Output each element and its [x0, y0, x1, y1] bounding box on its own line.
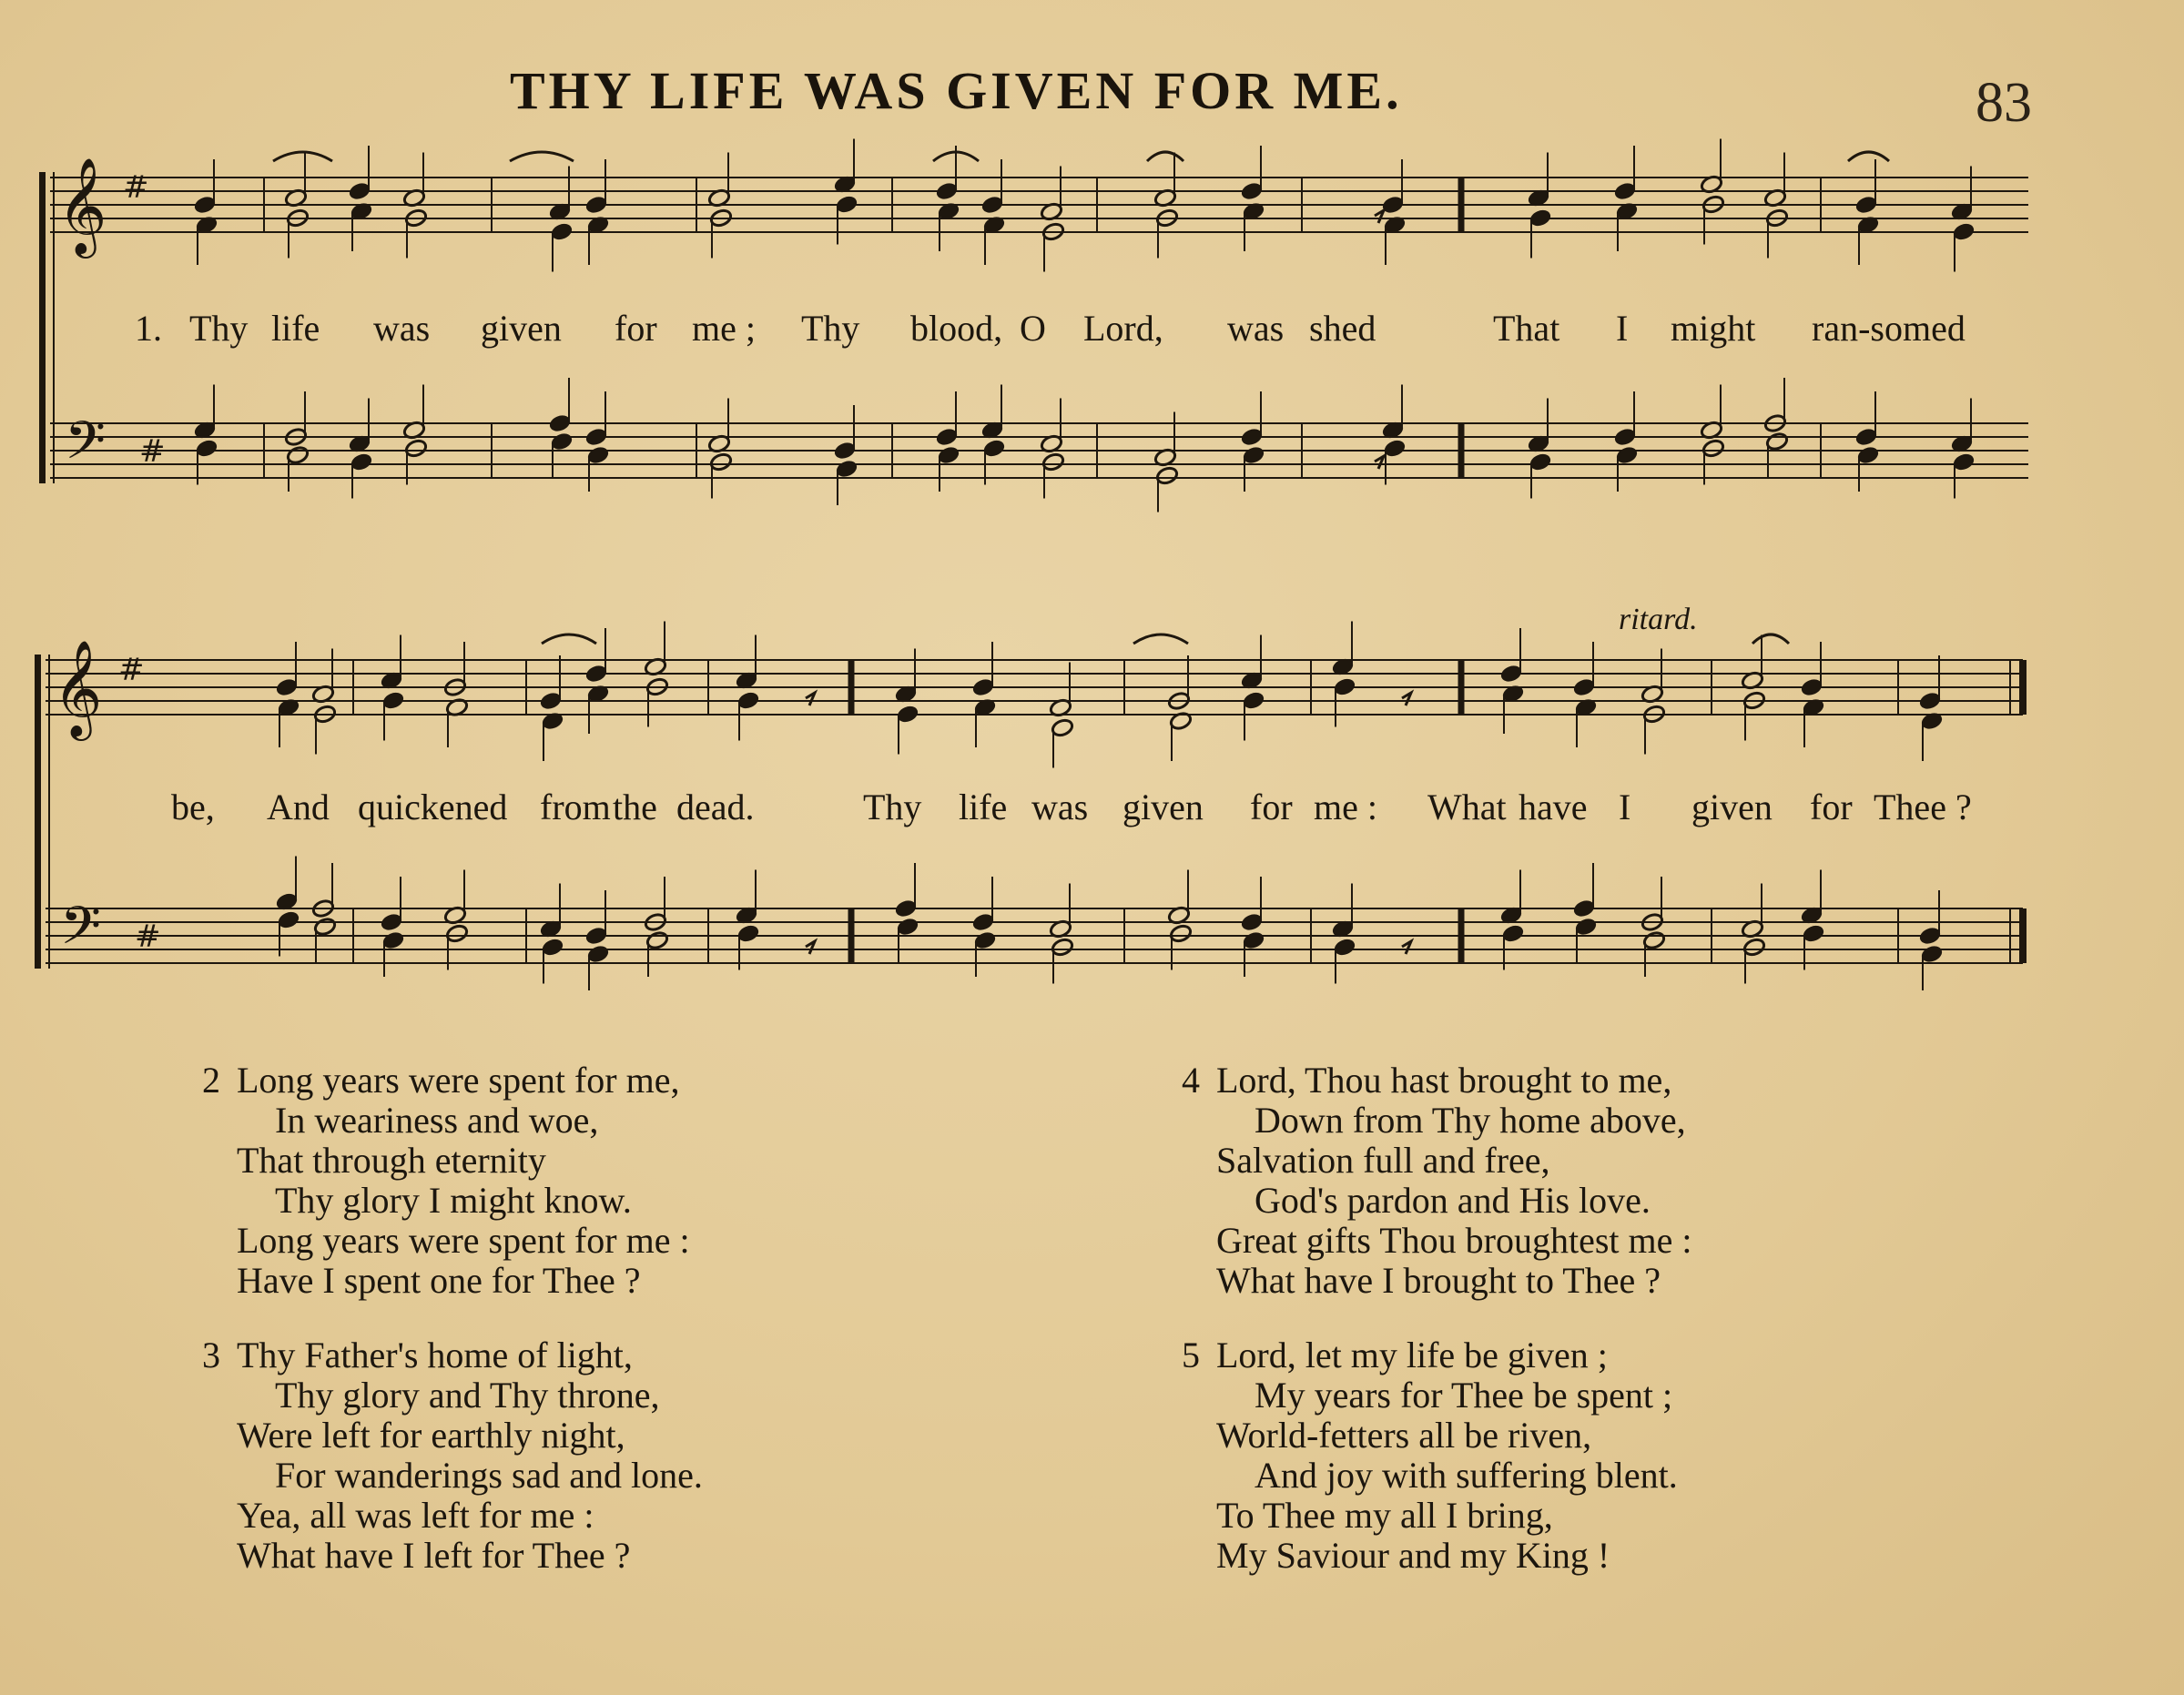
slur-mark: [510, 152, 574, 161]
lyric-syllable: Thy: [189, 308, 249, 349]
lyric-syllable: the: [613, 787, 657, 827]
hymn-title: THY LIFE WAS GIVEN FOR ME.: [510, 61, 1403, 120]
lyric-syllable: me :: [1314, 787, 1377, 827]
stanza-number: 3: [202, 1335, 220, 1375]
stanza-line: My years for Thee be spent ;: [1255, 1375, 1673, 1416]
stanza-line: Great gifts Thou broughtest me :: [1216, 1220, 1692, 1261]
system-brace: [35, 655, 41, 969]
slur-mark: [1752, 634, 1789, 644]
lyric-syllable: 1.: [135, 308, 162, 349]
lyric-syllable: That: [1493, 308, 1560, 349]
lyric-syllable: be,: [171, 787, 215, 827]
stanza-2: [202, 1061, 690, 1301]
rest-icon: [806, 941, 815, 954]
slur-mark: [1147, 152, 1183, 161]
bass-clef-icon: 𝄢: [60, 895, 102, 969]
slur-mark: [542, 634, 596, 644]
stanza-line: Were left for earthly night,: [237, 1415, 625, 1456]
rest-icon: [1402, 941, 1411, 954]
lyric-syllable: Thee ?: [1874, 787, 1972, 827]
stanza-line: Long years were spent for me :: [237, 1220, 690, 1261]
stanza-number: 2: [202, 1060, 220, 1101]
rest-icon: [1375, 210, 1384, 223]
stanza-3: [202, 1335, 703, 1576]
rest-icon: [1375, 456, 1384, 469]
lyric-syllable: O: [1020, 308, 1046, 349]
lyric-syllable: I: [1616, 308, 1629, 349]
lyric-syllable: was: [1031, 787, 1089, 827]
stanza-line: Yea, all was left for me :: [237, 1495, 594, 1536]
lyric-syllable: Thy: [863, 787, 922, 827]
lyric-syllable: dead.: [676, 787, 755, 827]
lyric-syllable: given: [1691, 787, 1773, 827]
lyric-syllable: I: [1619, 787, 1631, 827]
rest-icon: [806, 693, 815, 705]
lyric-syllable: Lord,: [1083, 308, 1163, 349]
treble-clef-icon: 𝄞: [57, 157, 107, 254]
lyric-syllable: shed: [1309, 308, 1376, 349]
stanza-line: Thy Father's home of light,: [237, 1335, 633, 1375]
lyric-syllable: me ;: [692, 308, 756, 349]
sharp-icon: #: [139, 433, 166, 470]
lyric-syllable: was: [1227, 308, 1285, 349]
sharp-icon: #: [123, 169, 149, 206]
slur-mark: [273, 152, 332, 161]
lyric-syllable: for: [1810, 787, 1853, 827]
stanza-line: Thy glory and Thy throne,: [275, 1375, 660, 1416]
system-brace: [39, 172, 46, 483]
stanza-number: 4: [1182, 1060, 1200, 1101]
stanza-line: World-fetters all be riven,: [1216, 1415, 1592, 1456]
lyric-syllable: might: [1671, 308, 1756, 349]
lyric-syllable: life: [959, 787, 1008, 827]
lyric-syllable: ran-somed: [1812, 308, 1966, 349]
lyric-syllable: for: [615, 308, 657, 349]
stanza-line: And joy with suffering blent.: [1255, 1455, 1678, 1496]
slur-mark: [1848, 152, 1889, 161]
sharp-icon: #: [135, 919, 161, 955]
stanza-number: 5: [1182, 1335, 1200, 1375]
stanza-5: [1182, 1335, 1678, 1576]
stanza-line: Long years were spent for me,: [237, 1060, 680, 1101]
bass-clef-icon: 𝄢: [65, 410, 107, 484]
stanza-line: Have I spent one for Thee ?: [237, 1260, 641, 1301]
stanza-line: Down from Thy home above,: [1255, 1100, 1686, 1141]
lyric-syllable: What: [1427, 787, 1507, 827]
stanza-line: To Thee my all I bring,: [1216, 1495, 1553, 1536]
lyric-syllable: given: [481, 308, 562, 349]
lyric-syllable: from: [540, 787, 611, 827]
lyric-syllable: life: [271, 308, 320, 349]
ritard-marking: ritard.: [1619, 603, 1698, 636]
lyric-syllable: Thy: [801, 308, 860, 349]
lyric-syllable: quickened: [358, 787, 508, 827]
stanza-line: Thy glory I might know.: [275, 1180, 632, 1221]
stanza-line: What have I left for Thee ?: [237, 1535, 631, 1576]
lyric-syllable: have: [1519, 787, 1588, 827]
stanza-line: Salvation full and free,: [1216, 1140, 1550, 1181]
treble-clef-icon: 𝄞: [53, 639, 103, 736]
lyric-syllable: blood,: [910, 308, 1003, 349]
slur-mark: [1133, 634, 1188, 644]
stanza-4: [1182, 1061, 1692, 1301]
lyric-syllable: given: [1122, 787, 1204, 827]
sharp-icon: #: [118, 652, 145, 688]
stanza-line: God's pardon and His love.: [1255, 1180, 1651, 1221]
rest-icon: [1402, 693, 1411, 705]
page-number: 83: [1976, 72, 2032, 134]
stanza-line: What have I brought to Thee ?: [1216, 1260, 1661, 1301]
lyric-syllable: was: [373, 308, 431, 349]
stanza-line: For wanderings sad and lone.: [275, 1455, 703, 1496]
stanza-line: My Saviour and my King !: [1216, 1535, 1610, 1576]
lyric-syllable: And: [267, 787, 330, 827]
stanza-line: In weariness and woe,: [275, 1100, 599, 1141]
lyric-syllable: for: [1250, 787, 1293, 827]
stanza-line: Lord, let my life be given ;: [1216, 1335, 1608, 1375]
stanza-line: That through eternity: [237, 1140, 546, 1181]
stanza-line: Lord, Thou hast brought to me,: [1216, 1060, 1672, 1101]
